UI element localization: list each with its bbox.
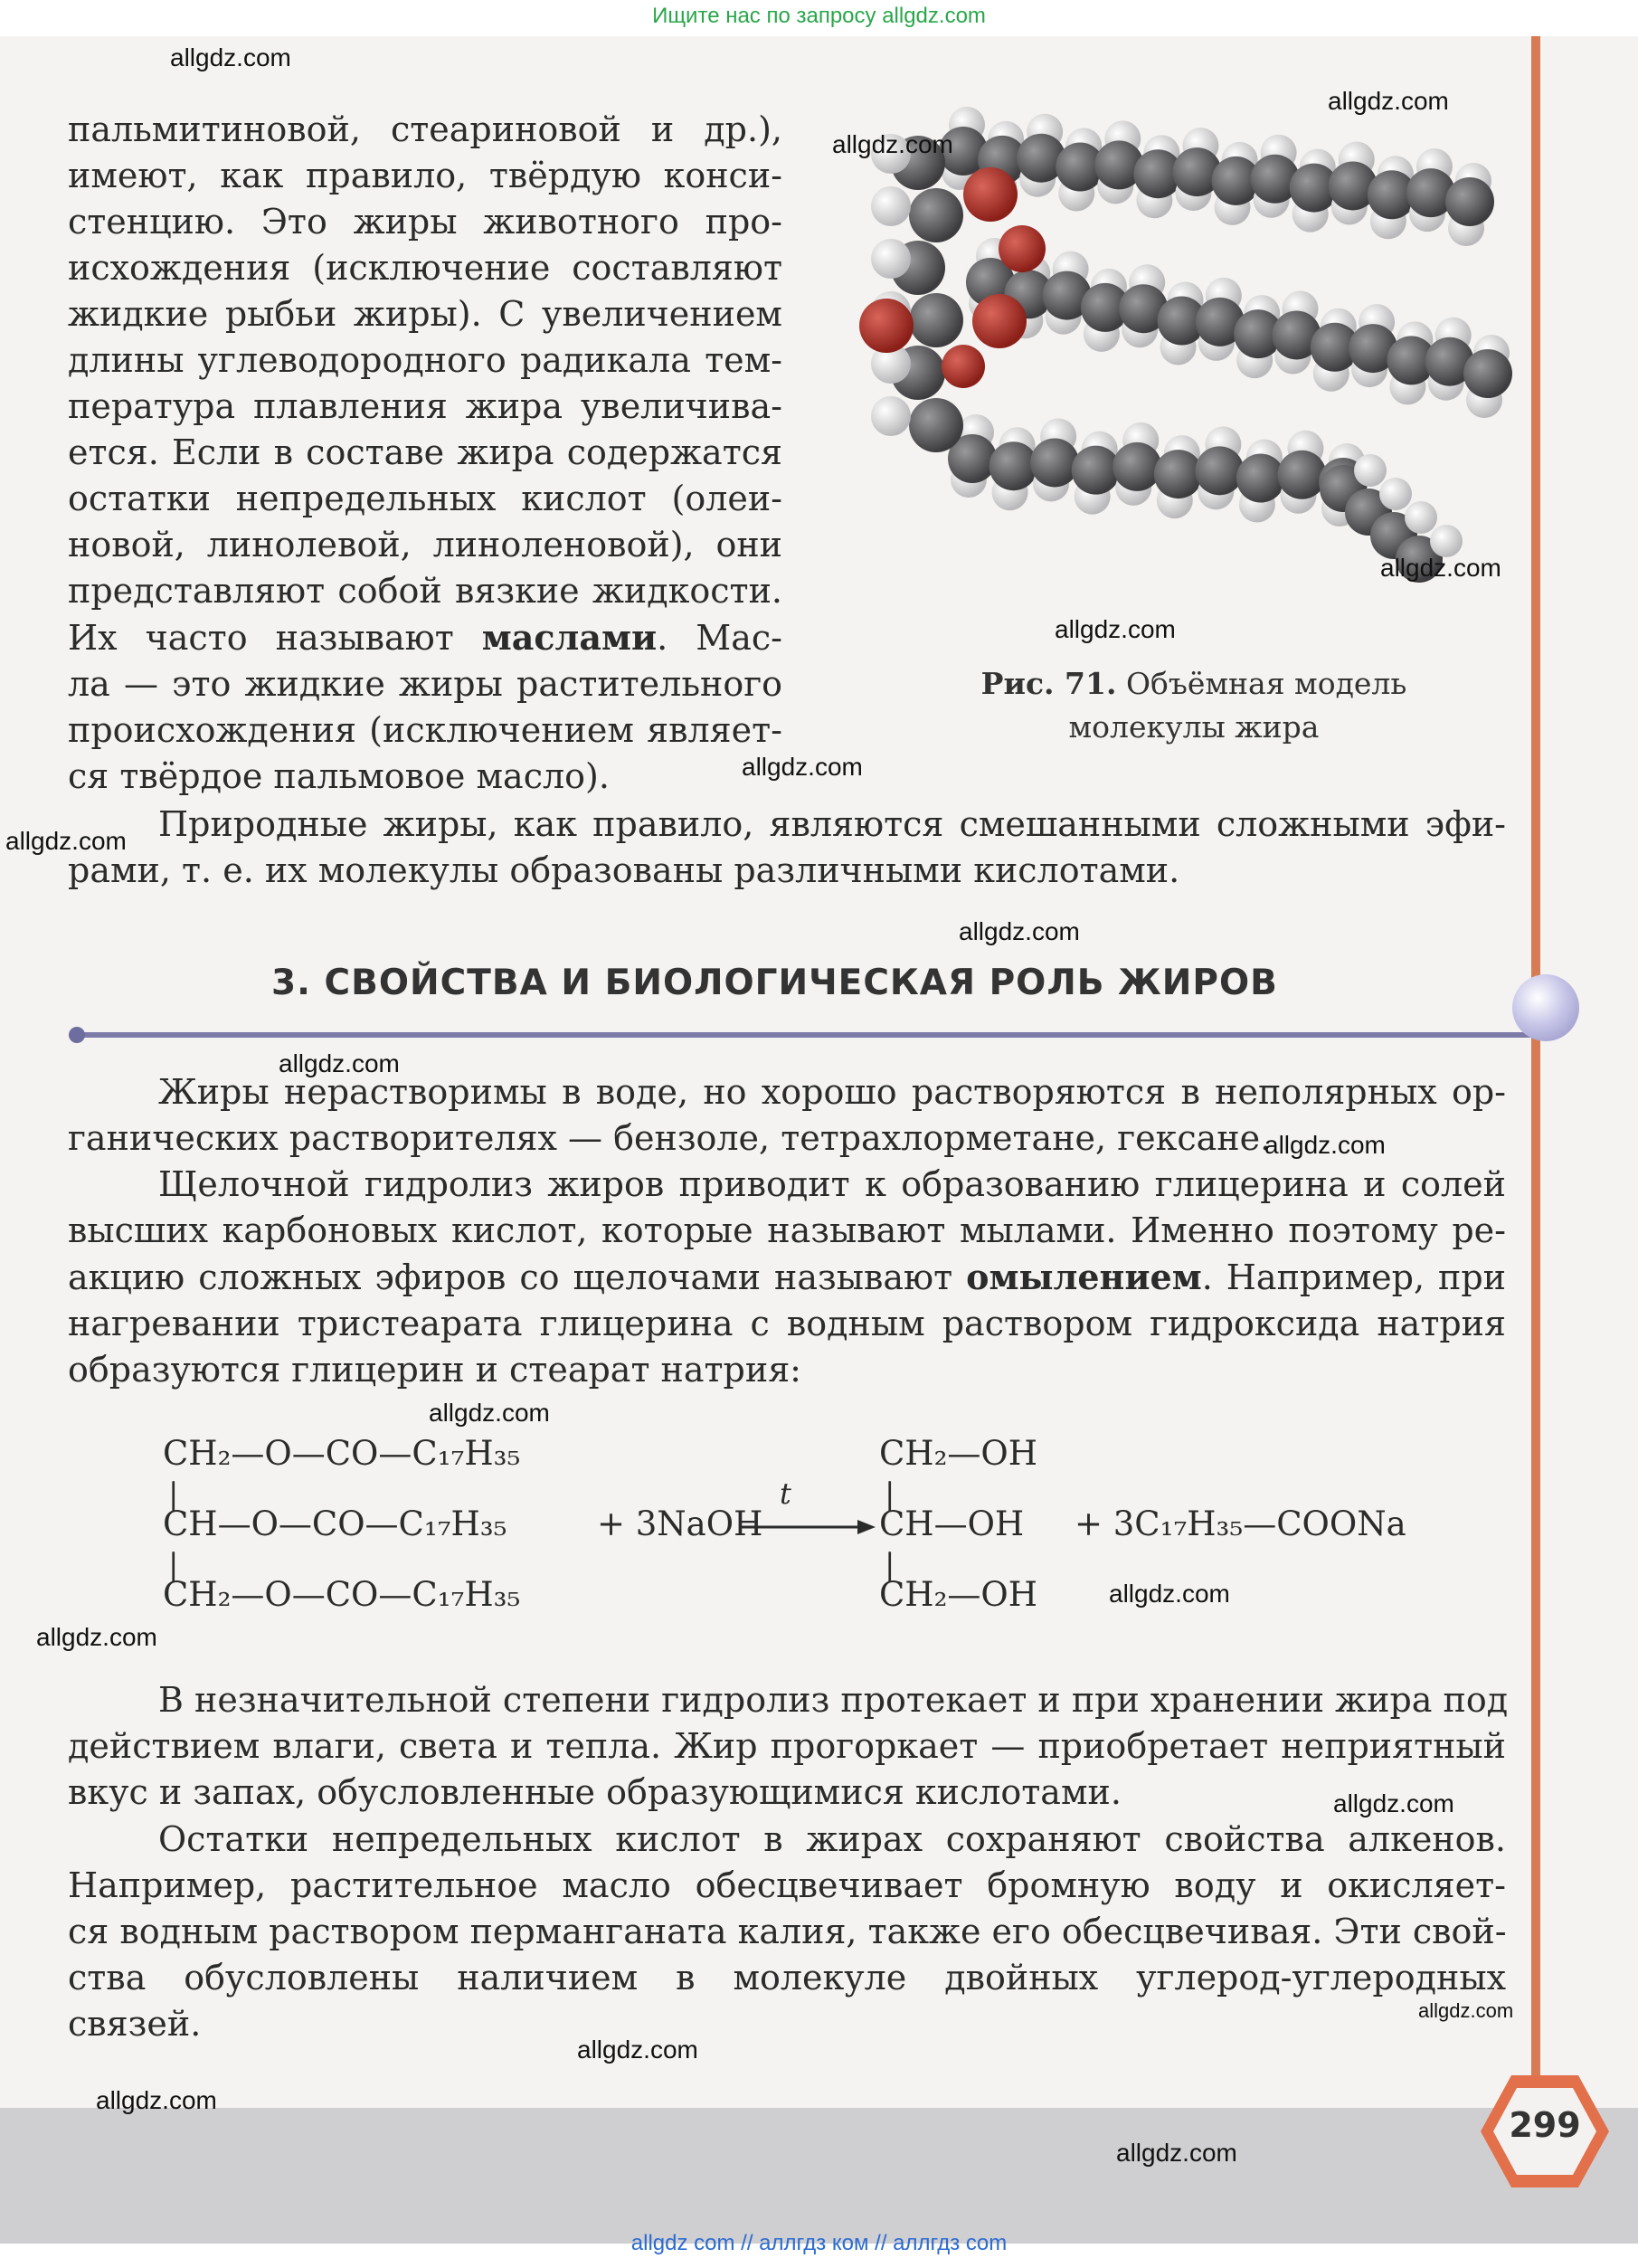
watermark: allgdz.com [742,753,863,781]
reaction-arrow-icon [740,1516,876,1538]
bond-bar: | [168,1547,179,1583]
watermark: allgdz.com [1109,1580,1230,1608]
fat-molecule-illustration [837,100,1524,624]
text-line: Щелочной гидролиз жиров приводит к образованию глицерина и солей [158,1164,1506,1204]
text-line: ла — это жидкие жиры растительного [68,664,782,704]
text-line: происхождения (исключением являет- [68,710,782,750]
watermark: allgdz.com [279,1049,400,1077]
watermark: allgdz.com [1418,1999,1514,2022]
hydrogen-atom [1379,478,1412,510]
footer-site-links[interactable]: allgdz com // аллгдз ком // аллгдз com [630,2231,1008,2255]
carbon-atom [1445,177,1494,226]
carbon-atom [1195,446,1244,495]
text-line: нагревании тристеарата глицерина с водным раствором гидроксида натрия [68,1304,1506,1343]
oils-line [68,614,782,661]
reactant-line-1: CH₂—O—CO—C₁₇H₃₅ [163,1434,521,1473]
watermark: allgdz.com [959,917,1080,945]
carbon-atom [1463,349,1512,398]
text-line: высших карбоновых кислот, которые называют мылами. Именно поэтому ре- [68,1210,1506,1250]
watermark: allgdz.com [1333,1789,1454,1817]
carbon-atom [1030,438,1079,487]
text-line: ганических растворителях — бензоле, тетрахлорметане, гексане. [68,1118,1272,1158]
oxygen-atom [859,299,914,353]
text-line: Природные жиры, как правило, являются смешанными сложными эфи- [158,804,1506,844]
bond-bar: | [168,1476,179,1513]
alkene-properties-paragraph [68,1817,1506,2047]
text-line: остатки непредельных кислот (олеи- [68,479,782,518]
carbon-atom [909,188,963,242]
text-fragment: акцию сложных эфиров со щелочами называют [68,1257,953,1297]
watermark: allgdz.com [1380,554,1501,582]
term-saponification: омылением [966,1257,1202,1297]
saponification-line [68,1254,1506,1301]
text-line: ства обусловлены наличием в молекуле двойных углерод-углеродных [68,1958,1506,1998]
product-line-1: CH₂—OH [879,1434,1038,1473]
reactant-line-3: CH₂—O—CO—C₁₇H₃₅ [163,1575,521,1614]
text-line: ся водным раствором перманганата калия, также его обесцвечивая. Эти свой- [68,1912,1507,1951]
text-line: ется. Если в составе жира содержатся [68,432,782,472]
carbon-atom [1277,451,1326,499]
bond-bar: | [885,1476,895,1513]
rancidity-paragraph [68,1677,1509,1816]
text-fragment: . Мас- [657,618,782,658]
text-line: образуются глицерин и стеарат натрия: [68,1350,801,1390]
text-line: Остатки непредельных кислот в жирах сохраняют свойства алкенов. [158,1819,1506,1859]
bond-bar: | [885,1547,895,1583]
section-underline [74,1032,1535,1038]
text-line: связей. [68,2004,202,2044]
text-line: Жиры нерастворимы в воде, но хорошо растворяются в неполярных ор- [158,1072,1506,1112]
text-line: длины углеводородного радикала тем- [68,340,782,380]
section-title: 3. СВОЙСТВА И БИОЛОГИЧЕСКАЯ РОЛЬ ЖИРОВ [271,963,1278,1003]
text-line: жидкие рыбьи жиры). С увеличением [68,294,782,334]
oxygen-atom [999,225,1046,272]
watermark: allgdz.com [96,2086,217,2114]
text-line: пальмитиновой, стеариновой и др.), [68,109,782,149]
text-line: пература плавления жира увеличива- [68,386,782,426]
text-line: ся твёрдое пальмовое масло). [68,756,610,796]
text-line: рами, т. е. их молекулы образованы различными кислотами. [68,850,1180,890]
watermark: allgdz.com [429,1399,550,1427]
figure-caption-text: Объёмная модель [1125,666,1407,701]
intro-paragraph [68,107,782,800]
text-line: В незначительной степени гидролиз протекает и при хранении жира под [158,1680,1509,1720]
carbon-atom [909,398,963,452]
figure-caption [904,662,1483,749]
hydrogen-atom [1405,501,1437,534]
hydrogen-atom [1354,454,1387,487]
carbon-atom [1113,442,1161,491]
term-oils: маслами [481,617,658,658]
hydrogen-atom [1430,525,1463,557]
watermark: allgdz.com [1116,2139,1237,2167]
watermark: allgdz.com [170,43,291,71]
hydrogen-atom [871,396,911,436]
figure-caption-text-2: молекулы жира [1068,709,1320,745]
header-search-link[interactable]: Ищите нас по запросу allgdz.com [652,4,986,28]
hydrolysis-paragraph [68,1162,1506,1393]
hydrogen-atom [871,239,911,279]
watermark: allgdz.com [36,1623,157,1651]
text-fragment: . Например, при [1201,1257,1506,1297]
page-number: 299 [1509,2105,1581,2145]
product-line-2: CH—OH [879,1504,1025,1543]
oxygen-atom [972,294,1027,348]
text-line: новой, линолевой, линоленовой), они [68,525,782,565]
reagent-naoh: + 3NaOH [597,1504,763,1543]
text-line: представляют собой вязкие жидкости. [68,571,782,611]
text-line: исхождения (исключение составляют [68,248,782,288]
reactant-line-2: CH—O—CO—C₁₇H₃₅ [163,1504,507,1543]
watermark: allgdz.com [832,130,953,158]
watermark: allgdz.com [1328,87,1449,115]
text-line: вкус и запах, обусловленные образующимися кислотами. [68,1772,1122,1812]
watermark: allgdz.com [1055,615,1176,643]
oxygen-atom [963,167,1018,222]
text-line: имеют, как правило, твёрдую конси- [68,156,782,195]
text-line: Например, растительное масло обесцвечивает бромную воду и окисляет- [68,1865,1506,1905]
product-sodium-stearate: + 3C₁₇H₃₅—COONa [1075,1504,1406,1543]
mixed-esters-paragraph [68,802,1506,894]
watermark: allgdz.com [1264,1131,1386,1159]
page-edge-rule [1531,36,1540,2090]
section-bullet-dot [69,1027,85,1043]
condition-temperature: t [780,1476,791,1511]
watermark: allgdz.com [577,2036,698,2064]
text-line: действием влаги, света и тепла. Жир прогоркает — приобретает неприятный [68,1726,1506,1766]
hydrogen-atom [871,186,911,226]
text-line: стенцию. Это жиры животного про- [68,202,782,242]
product-line-3: CH₂—OH [879,1575,1038,1614]
section-ball-ornament [1512,974,1579,1041]
oxygen-atom [942,345,985,388]
page-bottom-band [0,2108,1638,2244]
watermark: allgdz.com [5,827,127,855]
carbon-atom [909,293,963,347]
text-fragment: Их часто называют [68,618,454,658]
figure-label: Рис. 71. [980,666,1117,701]
